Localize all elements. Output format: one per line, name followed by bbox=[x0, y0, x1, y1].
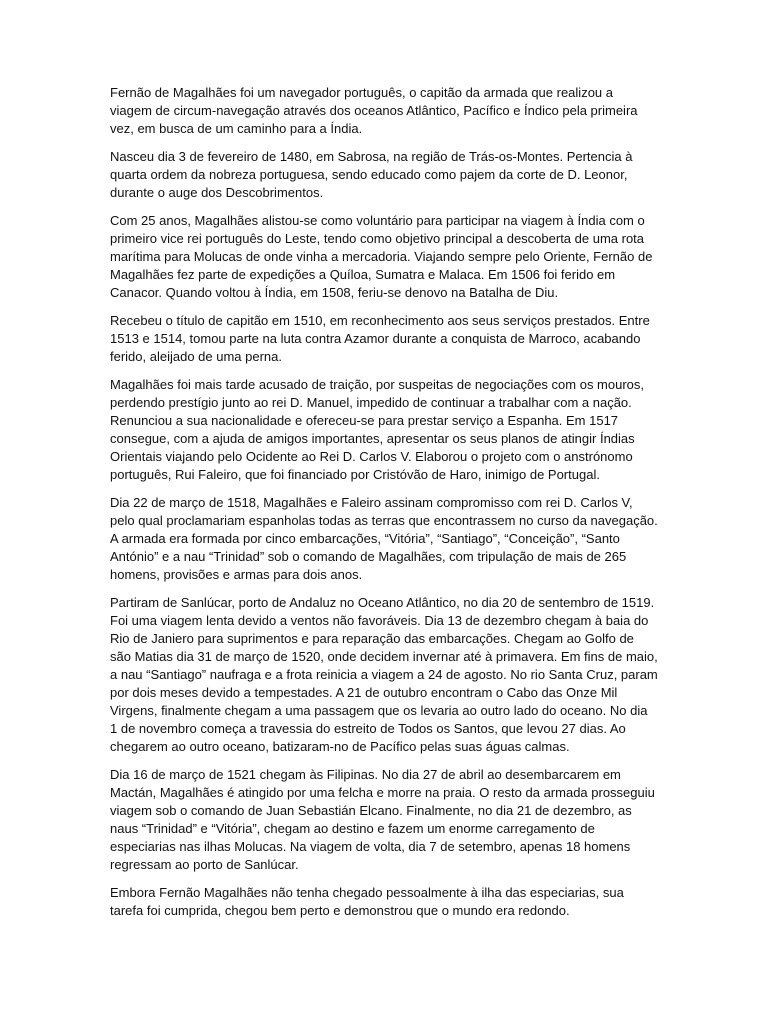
paragraph: Dia 22 de março de 1518, Magalhães e Faleiro assinam compromisso com rei D. Carlos V, pelo qual proclamariam espanholas todas as terras que encontrassem no curso da navegação. A armada era formada por cinco embarcações, “Vitória”, “Santiago”, “Conceição”, “Santo António” e a nau “Trinidad” sob o comando de Magalhães, com tripulação de mais de 265 homens, provisões e armas para dois anos. bbox=[110, 495, 658, 582]
paragraph: Fernão de Magalhães foi um navegador português, o capitão da armada que realizou a viagem de circum-navegação através dos oceanos Atlântico, Pacífico e Índico pela primeira vez, em busca de um caminho para a Índia. bbox=[110, 85, 638, 136]
paragraph: Dia 16 de março de 1521 chegam às Filipinas. No dia 27 de abril ao desembarcarem em Mactán, Magalhães é atingido por uma felcha e morre na praia. O resto da armada prosseguiu viagem sob o comando de Juan Sebastián Elcano. Finalmente, no dia 21 de dezembro, as naus “Trinidad” e “Vitória”, chegam ao destino e fazem um enorme carregamento de especiarias nas ilhas Molucas. Na viagem de volta, dia 7 de setembro, apenas 18 homens regressam ao porto de Sanlúcar. bbox=[110, 767, 655, 872]
paragraph: Embora Fernão Magalhães não tenha chegado pessoalmente à ilha das especiarias, sua tarefa foi cumprida, chegou bem perto e demonstrou que o mundo era redondo. bbox=[110, 885, 624, 918]
paragraph: Partiram de Sanlúcar, porto de Andaluz no Oceano Atlântico, no dia 20 de sentembro de 1519. Foi uma viagem lenta devido a ventos não favoráveis. Dia 13 de dezembro chegam à baia do Rio de Janiero para suprimentos e para reparação das embarcações. Chegam ao Golfo de são Matias dia 31 de março de 1520, onde decidem invernar até à primavera. Em fins de maio, a nau “Santiago” naufraga e a frota reinicia a viagem a 24 de agosto. No rio Santa Cruz, param por dois meses devido a tempestades. A 21 de outubro encontram o Cabo das Onze Mil Virgens, finalmente chegam a uma passagem que os levaria ao outro lado do oceano. No dia 1 de novembro começa a travessia do estreito de Todos os Santos, que levou 27 dias. Ao chegarem ao outro oceano, batizaram-no de Pacífico pelas suas águas calmas. bbox=[110, 595, 658, 754]
paragraph: Magalhães foi mais tarde acusado de traição, por suspeitas de negociações com os mouros, perdendo prestígio junto ao rei D. Manuel, impedido de continuar a trabalhar com a nação. Renunciou a sua nacionalidade e ofereceu-se para prestar serviço a Espanha. Em 1517 consegue, com a ajuda de amigos importantes, apresentar os seus planos de atingir Índias Orientais viajando pelo Ocidente ao Rei D. Carlos V. Elaborou o projeto com o anstrónomo português, Rui Faleiro, que foi financiado por Cristóvão de Haro, inimigo de Portugal. bbox=[110, 377, 645, 482]
document-body bbox=[110, 84, 658, 930]
paragraph: Com 25 anos, Magalhães alistou-se como voluntário para participar na viagem à Índia com o primeiro vice rei português do Leste, tendo como objetivo principal a descoberta de uma rota marítima para Molucas de onde vinha a mercadoria. Viajando sempre pelo Oriente, Fernão de Magalhães fez parte de expedições a Quíloa, Sumatra e Malaca. Em 1506 foi ferido em Canacor. Quando voltou à Índia, em 1508, feriu-se denovo na Batalha de Diu. bbox=[110, 213, 653, 300]
paragraph: Recebeu o título de capitão em 1510, em reconhecimento aos seus serviços prestados. Entre 1513 e 1514, tomou parte na luta contra Azamor durante a conquista de Marroco, acabando ferido, aleijado de uma perna. bbox=[110, 313, 650, 364]
paragraph: Nasceu dia 3 de fevereiro de 1480, em Sabrosa, na região de Trás-os-Montes. Pertencia à quarta ordem da nobreza portuguesa, sendo educado como pajem da corte de D. Leonor, durante o auge dos Descobrimentos. bbox=[110, 149, 633, 200]
